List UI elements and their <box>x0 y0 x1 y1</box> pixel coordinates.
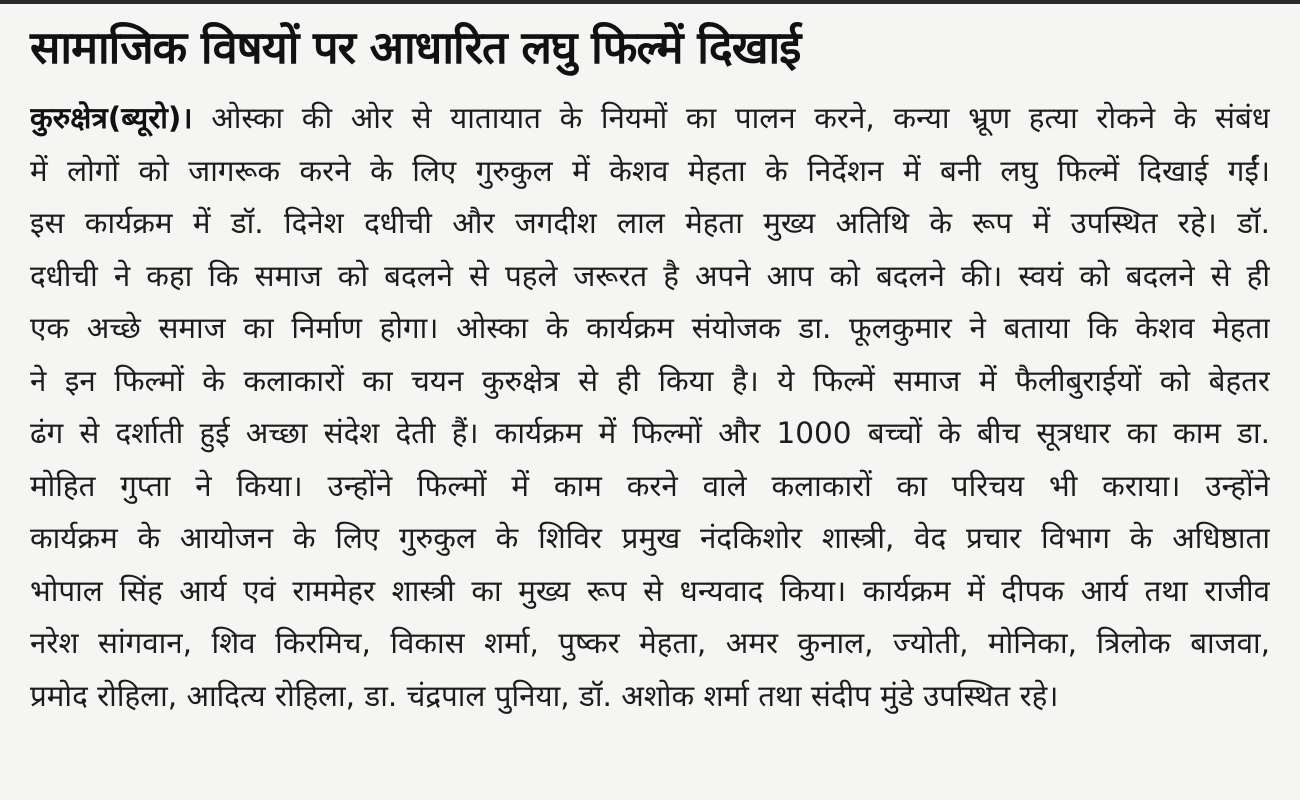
article-line-4: दधीची ने कहा कि समाज को बदलने से पहले जरूरत है अपने आप को बदलने की। स्वयं को बदलने से ही <box>30 258 1270 293</box>
article-line-3: इस कार्यक्रम में डॉ. दिनेश दधीची और जगदीश लाल मेहता मुख्य अतिथि के रूप में उपस्थित रहे। डॉ. <box>30 206 1270 240</box>
article-line-6: ने इन फिल्मों के कलाकारों का चयन कुरुक्षेत्र से ही किया है। ये फिल्में समाज में फैलीबुराईयों को बेहतर <box>30 363 1270 398</box>
dateline: कुरुक्षेत्र(ब्यूरो)। <box>30 101 193 135</box>
article-body <box>30 92 1270 722</box>
article-line-5: एक अच्छे समाज का निर्माण होगा। ओस्का के कार्यक्रम संयोजक डा. फूलकुमार ने बताया कि केशव मेहता <box>30 311 1270 345</box>
article-line-11: नरेश सांगवान, शिव किरमिच, विकास शर्मा, पुष्कर मेहता, अमर कुनाल, ज्योती, मोनिका, त्रिलोक बाजवा, <box>30 626 1270 660</box>
article-line-9: कार्यक्रम के आयोजन के लिए गुरुकुल के शिविर प्रमुख नंदकिशोर शास्त्री, वेद प्रचार विभाग के अधिष्ठाता <box>30 521 1270 555</box>
headline: सामाजिक विषयों पर आधारित लघु फिल्में दिखाई <box>30 21 801 74</box>
article-line-7: ढंग से दर्शाती हुई अच्छा संदेश देती हैं। कार्यक्रम में फिल्मों और 1000 बच्चों के बीच सूत्रधार का काम डा. <box>30 416 1270 450</box>
article-line-1 <box>30 92 1270 145</box>
article-line-1-text: ओस्का की ओर से यातायात के नियमों का पालन करने, कन्या भ्रूण हत्या रोकने के संबंध <box>192 101 1270 135</box>
article-line-10: भोपाल सिंह आर्य एवं राममेहर शास्त्री का मुख्य रूप से धन्यवाद किया। कार्यक्रम में दीपक आर्य तथा राजीव <box>30 573 1270 608</box>
article-line-8: मोहित गुप्ता ने किया। उन्होंने फिल्मों में काम करने वाले कलाकारों का परिचय भी कराया। उन्होंने <box>30 468 1270 503</box>
article-line-2: में लोगों को जागरूक करने के लिए गुरुकुल में केशव मेहता के निर्देशन में बनी लघु फिल्में दिखाई गईं। <box>30 153 1270 188</box>
top-rule <box>0 0 1300 4</box>
article-line-12: प्रमोद रोहिला, आदित्य रोहिला, डा. चंद्रपाल पुनिया, डॉ. अशोक शर्मा तथा संदीप मुंडे उपस्थित रहे। <box>30 678 1059 713</box>
